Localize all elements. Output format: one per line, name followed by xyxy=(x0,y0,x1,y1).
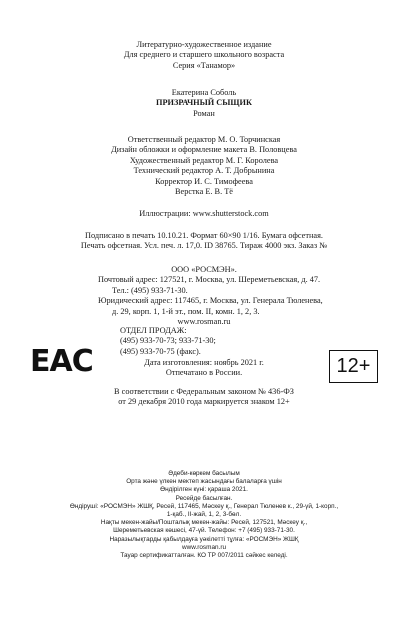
kazakh-line: www.rosman.ru xyxy=(181,543,227,551)
edition-type: Литературно-художественное издание xyxy=(136,40,272,49)
manufacture-date: Дата изготовления: ноябрь 2021 г. xyxy=(144,358,264,367)
sales-fax: (495) 933-70-75 (факс). xyxy=(120,346,201,356)
edition-info xyxy=(0,40,408,71)
kazakh-line: Шереметьевская көшесі, 47-үй. Телефон: +7 (495) 933-71-30. xyxy=(113,527,295,535)
credit-line: Художественный редактор М. Г. Королева xyxy=(129,155,279,165)
printed-in: Отпечатано в России. xyxy=(165,368,243,378)
publisher-phone: Тел.: (495) 933-71-30. xyxy=(112,285,188,295)
book-title: ПРИЗРАЧНЫЙ СЫЩИК xyxy=(155,98,253,108)
kazakh-line: 1-қаб., II-жай, 1, 2, 3-бөл. xyxy=(166,511,242,519)
publisher-info xyxy=(98,265,398,327)
kazakh-line: Өндіруші: «РОСМЭН» ЖШҚ, Ресей, 117465, Мәскеу қ., Генерал Тюленев к., 29-үй, 1-корп., xyxy=(69,502,339,510)
legal-address-cont: д. 29, корп. 1, 1-й эт., пом. II, комн. 1, 2, 3. xyxy=(112,306,260,316)
legal-address: Юридический адрес: 117465, г. Москва, ул. Генерала Тюленева, xyxy=(98,296,323,306)
print-info xyxy=(0,231,408,252)
publisher-name: ООО «РОСМЭН». xyxy=(171,265,237,274)
illustrations-credit xyxy=(0,209,408,219)
book-genre: Роман xyxy=(193,108,215,118)
sales-phone: (495) 933-70-73; 933-71-30; xyxy=(120,336,216,346)
postal-address: Почтовый адрес: 127521, г. Москва, ул. Шереметьевская, д. 47. xyxy=(98,275,321,285)
publisher-website: www.rosman.ru xyxy=(177,317,231,327)
print-line: Печать офсетная. Усл. печ. л. 17,0. ID 38765. Тираж 4000 экз. Заказ № xyxy=(80,241,328,251)
kazakh-line: Өндірілген күні: қараша 2021. xyxy=(160,486,248,494)
credits-list xyxy=(0,135,408,197)
law-line: от 29 декабря 2010 года маркируется знаком 12+ xyxy=(118,397,290,407)
kazakh-line: Ресейде басылған. xyxy=(175,494,233,502)
illustrations-line: Иллюстрации: www.shutterstock.com xyxy=(139,209,269,218)
credit-line: Дизайн обложки и оформление макета В. Половцева xyxy=(111,145,297,155)
credit-line: Верстка Е. В. Тё xyxy=(175,187,233,197)
print-line: Подписано в печать 10.10.21. Формат 60×90 1/16. Бумага офсетная. xyxy=(85,231,323,240)
credit-line: Корректор И. С. Тимофеева xyxy=(155,176,253,186)
sales-heading: ОТДЕЛ ПРОДАЖ: xyxy=(120,326,187,335)
kazakh-line: Нақты мекен-жайы/Пошталық мекен-жайы: Ресей, 127521, Мәскеу қ., xyxy=(100,519,308,527)
kazakh-line: Тауар сертификатталған. КО ТР 007/2011 сәйкес келеді. xyxy=(120,552,288,560)
law-notice xyxy=(0,387,408,408)
kazakh-line: Орта және үлкен мектеп жасындағы балаларға үшін xyxy=(126,478,282,486)
age-audience: Для среднего и старшего школьного возраста xyxy=(123,50,285,60)
credit-line: Ответственный редактор М. О. Торчинская xyxy=(127,135,281,144)
age-rating-badge: 12+ xyxy=(329,350,378,383)
kazakh-line: Әдеби-көркем басылым xyxy=(168,470,240,477)
book-heading xyxy=(0,88,408,119)
sales-department xyxy=(120,326,320,357)
author-name: Екатерина Соболь xyxy=(171,88,237,97)
series-name: Серия «Танамор» xyxy=(172,60,236,70)
credit-line: Технический редактор А. Т. Добрынина xyxy=(133,166,275,176)
eac-mark-icon: EAC xyxy=(30,344,93,379)
kazakh-line: Наразылықтарды қабылдауға уәкілетті тұлға: «РОСМЭН» ЖШҚ xyxy=(109,535,299,543)
law-line: В соответствии с Федеральным законом № 436-ФЗ xyxy=(114,387,294,396)
kazakh-imprint xyxy=(0,470,408,560)
